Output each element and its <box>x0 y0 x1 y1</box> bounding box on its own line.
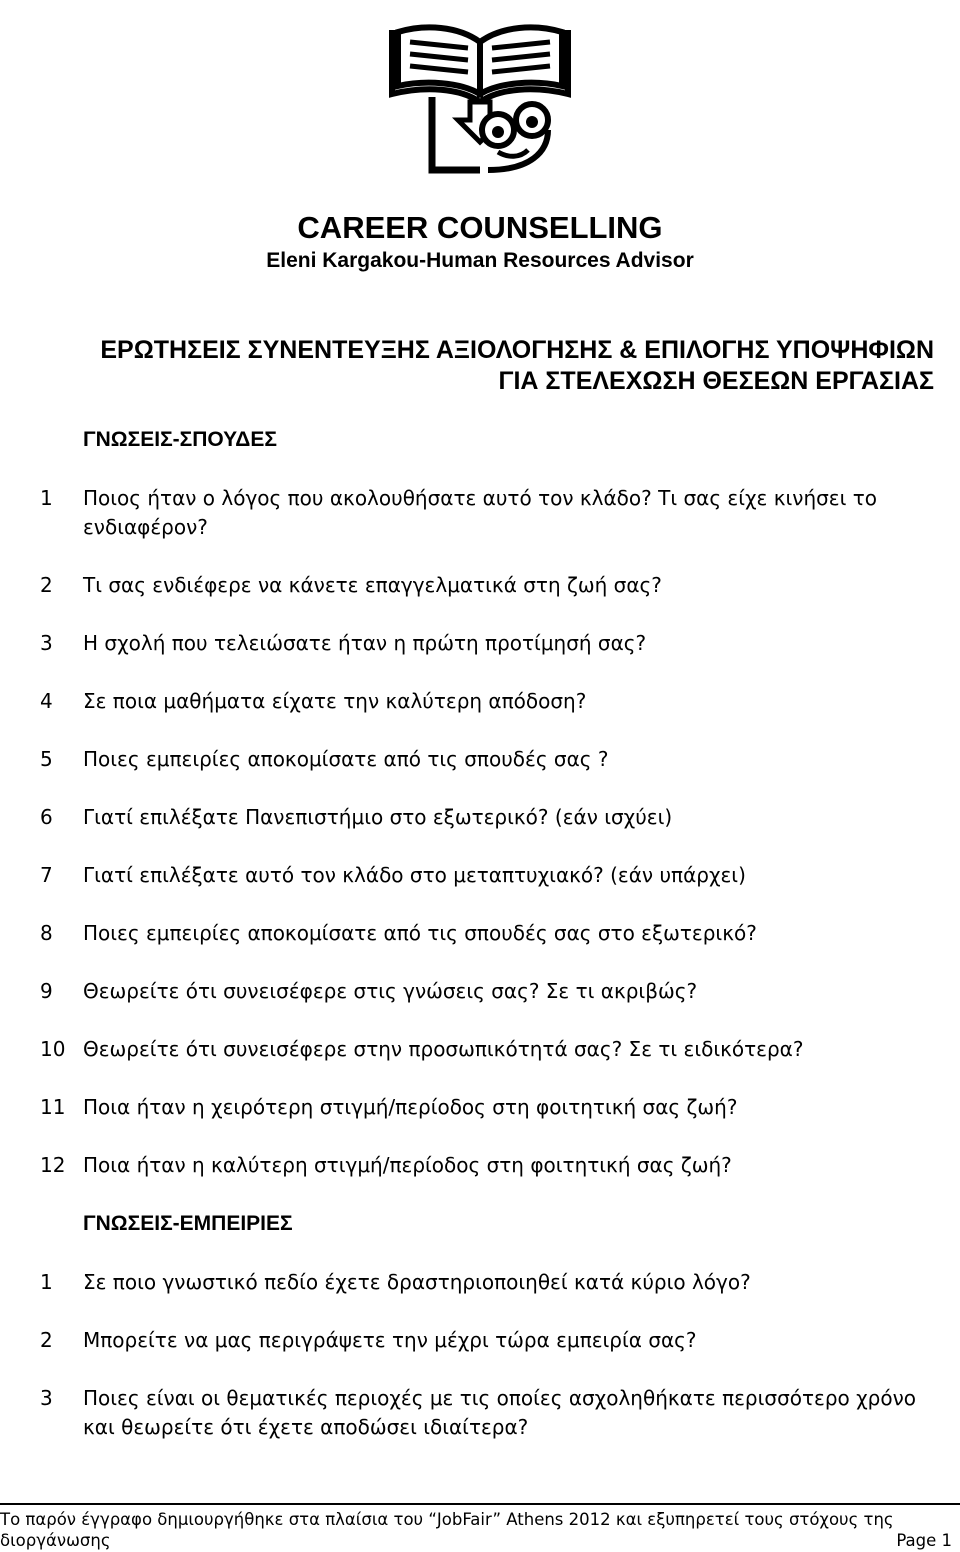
question-number: 4 <box>40 689 53 713</box>
book-reader-logo <box>380 2 580 182</box>
question-number: 1 <box>40 1270 53 1294</box>
question-text: Ποιος ήταν ο λόγος που ακολουθήσατε αυτό τον κλάδο? Τι σας είχε κινήσει το ενδιαφέρον? <box>83 486 878 539</box>
question-number: 6 <box>40 805 53 829</box>
section-title-experience: ΓΝΩΣΕΙΣ-ΕΜΠΕΙΡΙΕΣ <box>83 1212 293 1235</box>
footer-divider <box>0 1503 960 1505</box>
question-number: 2 <box>40 1328 53 1352</box>
question-text: Ποιες εμπειρίες αποκομίσατε από τις σπουδές σας ? <box>83 747 609 771</box>
footer-text-line1: Το παρόν έγγραφο δημιουργήθηκε στα πλαίσια του “JobFair” Athens 2012 και εξυπηρετεί τους στόχους της <box>0 1510 894 1529</box>
question-number: 8 <box>40 921 53 945</box>
question-number: 10 <box>40 1037 66 1061</box>
question-text: Ποια ήταν η χειρότερη στιγμή/περίοδος στη φοιτητική σας ζωή? <box>83 1095 738 1119</box>
question-text: Σε ποια μαθήματα είχατε την καλύτερη απόδοση? <box>83 689 587 713</box>
question-text: Θεωρείτε ότι συνεισέφερε στις γνώσεις σας? Σε τι ακριβώς? <box>83 979 698 1003</box>
question-text: Μπορείτε να μας περιγράψετε την μέχρι τώρα εμπειρία σας? <box>83 1328 697 1352</box>
question-number: 1 <box>40 486 53 510</box>
page-title: CAREER COUNSELLING <box>297 210 663 245</box>
question-number: 2 <box>40 573 53 597</box>
question-text: Σε ποιο γνωστικό πεδίο έχετε δραστηριοποιηθεί κατά κύριο λόγο? <box>83 1270 751 1294</box>
question-text: Η σχολή που τελειώσατε ήταν η πρώτη προτίμησή σας? <box>83 631 647 655</box>
question-number: 9 <box>40 979 53 1003</box>
question-text: Θεωρείτε ότι συνεισέφερε στην προσωπικότητά σας? Σε τι ειδικότερα? <box>83 1037 804 1061</box>
question-text: Τι σας ενδιέφερε να κάνετε επαγγελματικά στη ζωή σας? <box>83 573 662 597</box>
page-number: Page 1 <box>896 1531 952 1550</box>
question-text: Ποιες εμπειρίες αποκομίσατε από τις σπουδές σας στο εξωτερικό? <box>83 921 757 945</box>
section-title-studies: ΓΝΩΣΕΙΣ-ΣΠΟΥΔΕΣ <box>83 428 277 451</box>
question-text: Γιατί επιλέξατε αυτό τον κλάδο στο μεταπτυχιακό? (εάν υπάρχει) <box>83 863 746 887</box>
question-text: Γιατί επιλέξατε Πανεπιστήμιο στο εξωτερικό? (εάν ισχύει) <box>83 805 673 829</box>
question-number: 11 <box>40 1095 66 1119</box>
question-number: 3 <box>40 1386 53 1410</box>
page-subtitle: Eleni Kargakou-Human Resources Advisor <box>266 249 694 272</box>
question-number: 3 <box>40 631 53 655</box>
question-text: Ποιες είναι οι θεματικές περιοχές με τις οποίες ασχοληθήκατε περισσότερο χρόνο και θεωρείτε ότι έχετε αποδώσει ιδιαίτερα? <box>83 1386 917 1439</box>
question-number: 7 <box>40 863 53 887</box>
document-heading-line2: ΓΙΑ ΣΤΕΛΕΧΩΣΗ ΘΕΣΕΩΝ ΕΡΓΑΣΙΑΣ <box>498 367 934 395</box>
question-number: 12 <box>40 1153 66 1177</box>
question-text: Ποια ήταν η καλύτερη στιγμή/περίοδος στη φοιτητική σας ζωή? <box>83 1153 732 1177</box>
footer-text-line2: διοργάνωσης <box>0 1531 111 1550</box>
question-number: 5 <box>40 747 53 771</box>
document-heading-line1: ΕΡΩΤΗΣΕΙΣ ΣΥΝΕΝΤΕΥΞΗΣ ΑΞΙΟΛΟΓΗΣΗΣ & ΕΠΙΛΟΓΗΣ ΥΠΟΨΗΦΙΩΝ <box>100 336 934 364</box>
